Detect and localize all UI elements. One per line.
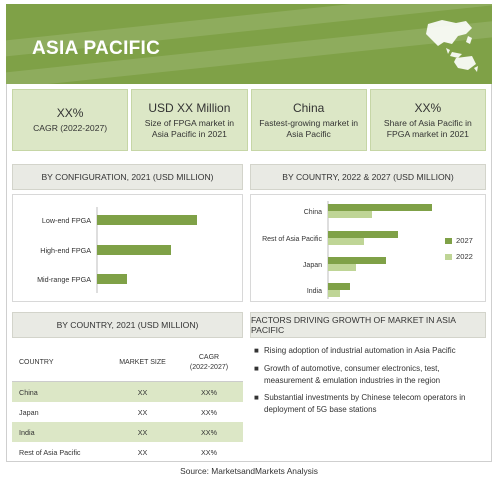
bar-2027 [328, 231, 398, 238]
table-cell: Rest of Asia Pacific [19, 447, 81, 457]
tick-label: India [306, 288, 322, 295]
bar-2022 [328, 211, 372, 218]
bar-2027 [328, 257, 386, 264]
table-header-country: COUNTRY [19, 359, 54, 366]
kpi-label: Fastest-growing market in Asia Pacific [259, 117, 359, 139]
kpi-share [370, 89, 486, 151]
bar-2022 [328, 264, 356, 271]
factor-text: Rising adoption of industrial automation in Asia Pacific [264, 346, 456, 355]
table-cell: India [19, 427, 35, 437]
legend-label: 2022 [456, 252, 473, 261]
table-row [12, 422, 243, 442]
asia-pacific-map-icon [422, 18, 480, 72]
tick-label: High-end FPGA [40, 246, 91, 255]
table-cell: Japan [19, 407, 39, 417]
table-cell: XX% [201, 427, 217, 437]
configuration-bar-chart [13, 195, 242, 301]
kpi-cagr [12, 89, 128, 151]
list-item [254, 363, 484, 387]
table-header-market-size: MARKET SIZE [119, 359, 166, 366]
section-header-country-bars: BY COUNTRY, 2022 & 2027 (USD MILLION) [250, 164, 486, 190]
bullet-icon: ■ [254, 393, 259, 403]
table-cell: XX [137, 427, 148, 437]
bar [97, 215, 197, 225]
kpi-row [12, 89, 486, 151]
table-cell: XX% [201, 447, 217, 457]
country-chart-panel [250, 194, 486, 302]
bullet-icon: ■ [254, 363, 259, 373]
country-table [12, 344, 243, 462]
kpi-value: XX% [56, 106, 84, 120]
table-row [12, 442, 243, 462]
kpi-market-size [131, 89, 247, 151]
factor-text: Growth of automotive, consumer electronics, test, measurement & emulation industries in the region [264, 363, 441, 385]
bar [97, 274, 127, 284]
page-title: ASIA PACIFIC [32, 38, 161, 59]
tick-label: Rest of Asia Pacific [262, 236, 322, 243]
kpi-value: XX% [414, 100, 442, 115]
list-item [254, 345, 484, 357]
table-header-cagr: CAGR (2022-2027) [189, 354, 229, 371]
section-header-country-table: BY COUNTRY, 2021 (USD MILLION) [12, 312, 243, 338]
legend-swatch [445, 254, 452, 260]
tick-label: Low-end FPGA [41, 216, 91, 225]
legend-swatch [445, 238, 452, 244]
configuration-chart-panel [12, 194, 243, 302]
kpi-label: Size of FPGA market in Asia Pacific in 2021 [144, 117, 235, 139]
table-cell: XX [137, 387, 148, 397]
table-row [12, 382, 243, 402]
tick-label: Mid-range FPGA [37, 275, 91, 284]
kpi-label: CAGR (2022-2027) [33, 123, 108, 133]
section-header-configuration: BY CONFIGURATION, 2021 (USD MILLION) [12, 164, 243, 190]
source-note: Source: MarketsandMarkets Analysis [180, 466, 318, 476]
table-row [12, 402, 243, 422]
factor-text: Substantial investments by Chinese telecom operators in deployment of 5G base stations [264, 393, 466, 415]
bar-2027 [328, 283, 350, 290]
tick-label: China [303, 209, 322, 216]
header-banner [6, 4, 492, 84]
kpi-value: USD XX Million [148, 100, 231, 115]
section-header-factors: FACTORS DRIVING GROWTH OF MARKET IN ASIA PACIFIC [250, 312, 486, 338]
table-cell: XX% [201, 407, 217, 417]
table-header [12, 344, 243, 382]
factors-list [254, 345, 484, 422]
list-item [254, 392, 484, 416]
bar [97, 245, 171, 255]
tick-label: Japan [302, 262, 322, 269]
bar-2022 [328, 238, 364, 245]
kpi-fastest-market [251, 89, 367, 151]
bar-2022 [328, 290, 340, 297]
table-cell: XX% [201, 387, 217, 397]
table-cell: XX [137, 447, 148, 457]
kpi-value: China [292, 100, 325, 115]
country-bar-chart [251, 195, 485, 301]
table-cell: XX [137, 407, 148, 417]
legend-label: 2027 [456, 236, 473, 245]
kpi-label: Share of Asia Pacific in FPGA market in 2021 [383, 117, 472, 139]
table-cell: China [19, 387, 38, 397]
bar-2027 [328, 204, 432, 211]
bullet-icon: ■ [254, 346, 259, 355]
table-body [12, 382, 243, 462]
